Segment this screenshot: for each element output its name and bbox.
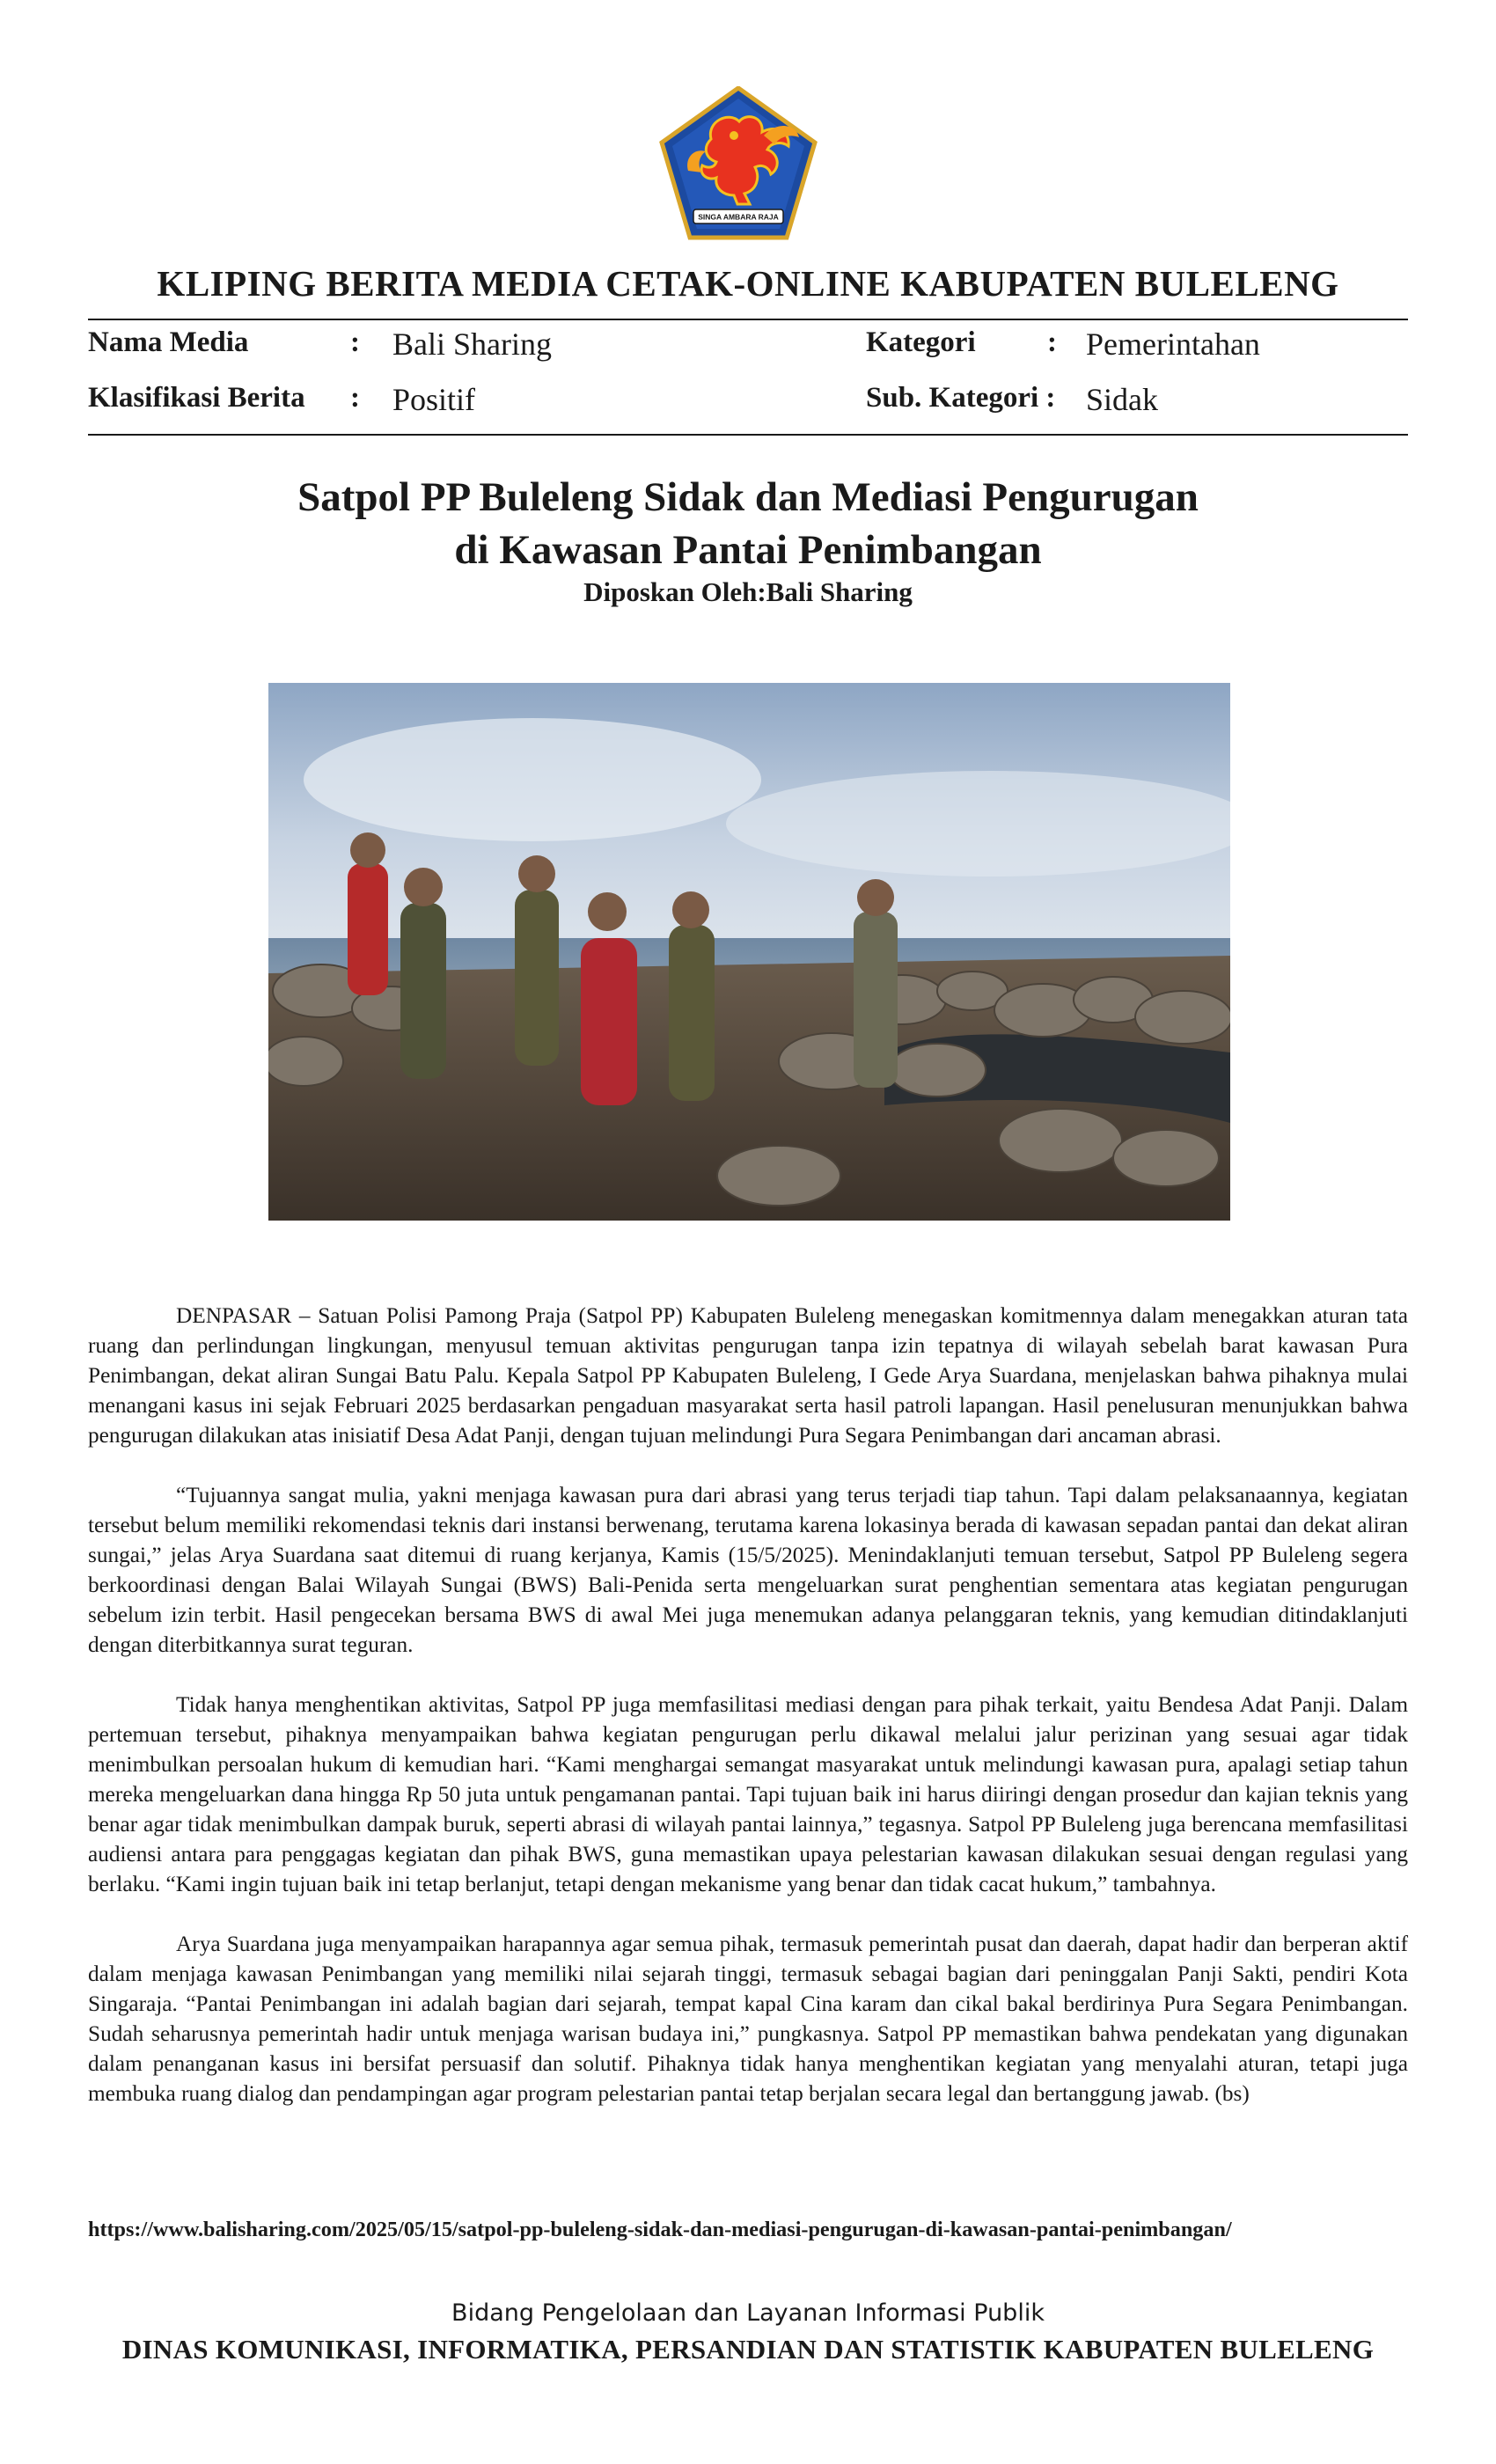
kategori-row	[866, 326, 1394, 367]
sub-kategori-value: Sidak	[1086, 382, 1159, 417]
header-top-rule	[88, 319, 1408, 320]
source-link[interactable]: https://www.balisharing.com/2025/05/15/satpol-pp-buleleng-sidak-dan-mediasi-pengurugan-di-kawasan-pantai-penimbangan/	[88, 2218, 1232, 2241]
article-paragraph-4: Arya Suardana juga menyampaikan harapannya agar semua pihak, termasuk pemerintah pusat dan daerah, dapat hadir dan berperan aktif dalam menjaga kawasan Penimbangan yang memiliki nilai sejarah tinggi, termasuk sebagai bagian dari peninggalan Panji Sakti, pendiri Kota Singaraja. “Pantai Penimbangan ini adalah bagian dari sejarah, tempat kapal Cina karam dan cikal bakal berdirinya Pura Segara Penimbangan. Sudah seharusnya pemerintah hadir untuk menjaga warisan budaya ini,” pungkasnya. Satpol PP memastikan bahwa pendekatan yang digunakan dalam penanganan kasus ini bersifat persuasif dan solutif. Pihaknya tidak hanya menghentikan kegiatan yang menyalahi aturan, tetapi juga membuka ruang dialog dan pendampingan agar program pelestarian pantai tetap berjalan secara legal dan bertanggung jawab. (bs)	[88, 1932, 1408, 2106]
klasifikasi-value: Positif	[392, 382, 476, 417]
nama-media-row	[88, 326, 704, 367]
nama-media-label: Nama Media	[88, 326, 249, 358]
footer-division: Bidang Pengelolaan dan Layanan Informasi Publik	[451, 2299, 1045, 2327]
article-paragraph-2: “Tujuannya sangat mulia, yakni menjaga kawasan pura dari abrasi yang terus terjadi tiap tahun. Tapi dalam pelaksanaannya, kegiatan tersebut belum memiliki rekomendasi teknis dari instansi berwenang, terutama karena lokasinya berada di kawasan sepadan pantai dan dekat aliran sungai,” jelas Arya Suardana saat ditemui di ruang kerjanya, Kamis (15/5/2025). Menindaklanjuti temuan tersebut, Satpol PP Buleleng segera berkoordinasi dengan Balai Wilayah Sungai (BWS) Bali-Penida serta mengeluarkan surat penghentian sementara atas kegiatan pengurugan sebelum izin terbit. Hasil pengecekan bersama BWS di awal Mei juga menemukan adanya pelanggaran teknis, yang kemudian ditindaklanjuti dengan diterbitkannya surat teguran.	[88, 1483, 1408, 1657]
article-byline: Diposkan Oleh:Bali Sharing	[583, 576, 913, 607]
header-bottom-rule	[88, 434, 1408, 436]
kategori-colon: :	[1047, 326, 1057, 358]
buleleng-crest-icon	[658, 86, 818, 241]
kategori-label: Kategori	[866, 326, 976, 358]
article-paragraph-1: DENPASAR – Satuan Polisi Pamong Praja (Satpol PP) Kabupaten Buleleng menegaskan komitmennya dalam menegakkan aturan tata ruang dan perlindungan lingkungan, menyusul temuan aktivitas pengurugan tanpa izin tepatnya di wilayah sebelah barat kawasan Pura Penimbangan, dekat aliran Sungai Batu Palu. Kepala Satpol PP Kabupaten Buleleng, I Gede Arya Suardana, menjelaskan bahwa pihaknya mulai menangani kasus ini sejak Februari 2025 berdasarkan pengaduan masyarakat serta hasil patroli lapangan. Hasil penelusuran menunjukkan bahwa pengurugan dilakukan atas inisiatif Desa Adat Panji, dengan tujuan melindungi Pura Segara Penimbangan dari ancaman abrasi.	[88, 1303, 1408, 1448]
klasifikasi-colon: :	[350, 382, 360, 414]
footer-department: DINAS KOMUNIKASI, INFORMATIKA, PERSANDIAN DAN STATISTIK KABUPATEN BULELENG	[121, 2334, 1375, 2365]
headline-line-2: di Kawasan Pantai Penimbangan	[454, 527, 1042, 573]
crest-motto: SINGA AMBARA RAJA	[698, 212, 779, 222]
article-headline	[88, 471, 1408, 576]
nama-media-value: Bali Sharing	[392, 326, 552, 362]
headline-line-1: Satpol PP Buleleng Sidak dan Mediasi Pengurugan	[297, 474, 1199, 520]
klasifikasi-row	[88, 382, 704, 422]
article-photo	[268, 683, 1230, 1221]
klasifikasi-label: Klasifikasi Berita	[88, 382, 305, 414]
sub-kategori-row	[866, 382, 1394, 422]
kategori-value: Pemerintahan	[1086, 326, 1260, 362]
nama-media-colon: :	[350, 326, 360, 358]
sub-kategori-label: Sub. Kategori :	[866, 382, 1056, 414]
article-paragraph-3: Tidak hanya menghentikan aktivitas, Satpol PP juga memfasilitasi mediasi dengan para pihak terkait, yaitu Bendesa Adat Panji. Dalam pertemuan tersebut, pihaknya menyampaikan bahwa kegiatan pengurugan perlu dikawal melalui jalur perizinan yang sesuai agar tidak menimbulkan persoalan hukum di kemudian hari. “Kami menghargai semangat masyarakat untuk melindungi kawasan pura, apalagi setiap tahun mereka mengeluarkan dana hingga Rp 50 juta untuk pengamanan pantai. Tapi tujuan baik ini harus diiringi dengan prosedur dan kajian teknis yang benar agar tidak menimbulkan dampak buruk, seperti abrasi di wilayah pantai lainnya,” tegasnya. Satpol PP Buleleng juga berencana memfasilitasi audiensi antara para penggagas kegiatan dan pihak BWS, guna memastikan upaya pelestarian kawasan dilakukan sesuai dengan regulasi yang berlaku. “Kami ingin tujuan baik ini tetap berlanjut, tetapi dengan mekanisme yang benar dan tidak cacat hukum,” tambahnya.	[88, 1692, 1408, 1896]
clipping-header-title: KLIPING BERITA MEDIA CETAK-ONLINE KABUPATEN BULELENG	[157, 263, 1339, 304]
article-body	[88, 1301, 1408, 2108]
